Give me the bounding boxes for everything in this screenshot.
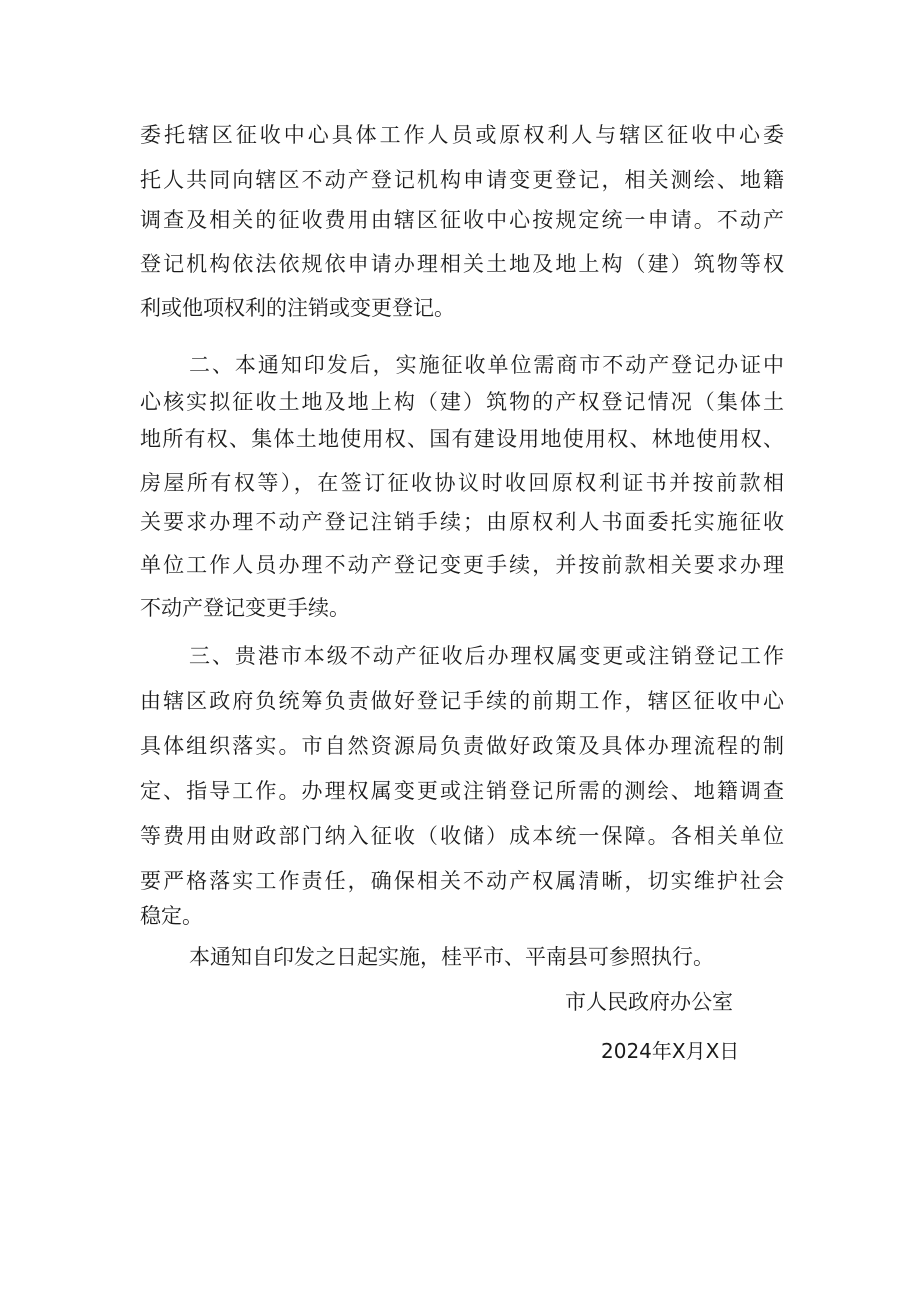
paragraph-1-line-5: 利或他项权利的注销或变更登记。 — [140, 296, 455, 320]
paragraph-2-line-6: 单位工作人员办理不动产登记变更手续，并按前款相关要求办理 — [140, 553, 784, 577]
paragraph-3-line-1: 三、贵港市本级不动产征收后办理权属变更或注销登记工作 — [189, 644, 784, 668]
paragraph-3-line-6: 要严格落实工作责任，确保相关不动产权属清晰，切实维护社会 — [140, 869, 784, 893]
paragraph-1-line-4: 登记机构依法依规依申请办理相关土地及地上构（建）筑物等权 — [140, 252, 784, 276]
paragraph-2-line-3: 地所有权、集体土地使用权、国有建设用地使用权、林地使用权、 — [140, 427, 784, 451]
paragraph-2-line-5: 关要求办理不动产登记注销手续；由原权利人书面委托实施征收 — [140, 510, 784, 534]
paragraph-1-line-1: 委托辖区征收中心具体工作人员或原权利人与辖区征收中心委 — [140, 123, 784, 147]
paragraph-3-line-7: 稳定。 — [140, 904, 203, 928]
paragraph-4-line-1: 本通知自印发之日起实施，桂平市、平南县可参照执行。 — [189, 945, 714, 969]
paragraph-1-line-3: 调查及相关的征收费用由辖区征收中心按规定统一申请。不动产 — [140, 208, 784, 232]
paragraph-3-line-5: 等费用由财政部门纳入征收（收储）成本统一保障。各相关单位 — [140, 824, 784, 848]
issue-date: 2024年X月X日 — [601, 1039, 740, 1063]
paragraph-3-line-2: 由辖区政府负统筹负责做好登记手续的前期工作，辖区征收中心 — [140, 689, 784, 713]
paragraph-3-line-3: 具体组织落实。市自然资源局负责做好政策及具体办理流程的制 — [140, 734, 784, 758]
paragraph-2-line-4: 房屋所有权等），在签订征收协议时收回原权利证书并按前款相 — [140, 471, 784, 495]
paragraph-2-line-7: 不动产登记变更手续。 — [140, 596, 350, 620]
paragraph-3-line-4: 定、指导工作。办理权属变更或注销登记所需的测绘、地籍调查 — [140, 779, 784, 803]
paragraph-1-line-2: 托人共同向辖区不动产登记机构申请变更登记，相关测绘、地籍 — [140, 168, 784, 192]
paragraph-2-line-2: 心核实拟征收土地及地上构（建）筑物的产权登记情况（集体土 — [140, 390, 784, 414]
paragraph-2-line-1: 二、本通知印发后，实施征收单位需商市不动产登记办证中 — [189, 353, 784, 377]
issuing-office: 市人民政府办公室 — [565, 990, 733, 1014]
